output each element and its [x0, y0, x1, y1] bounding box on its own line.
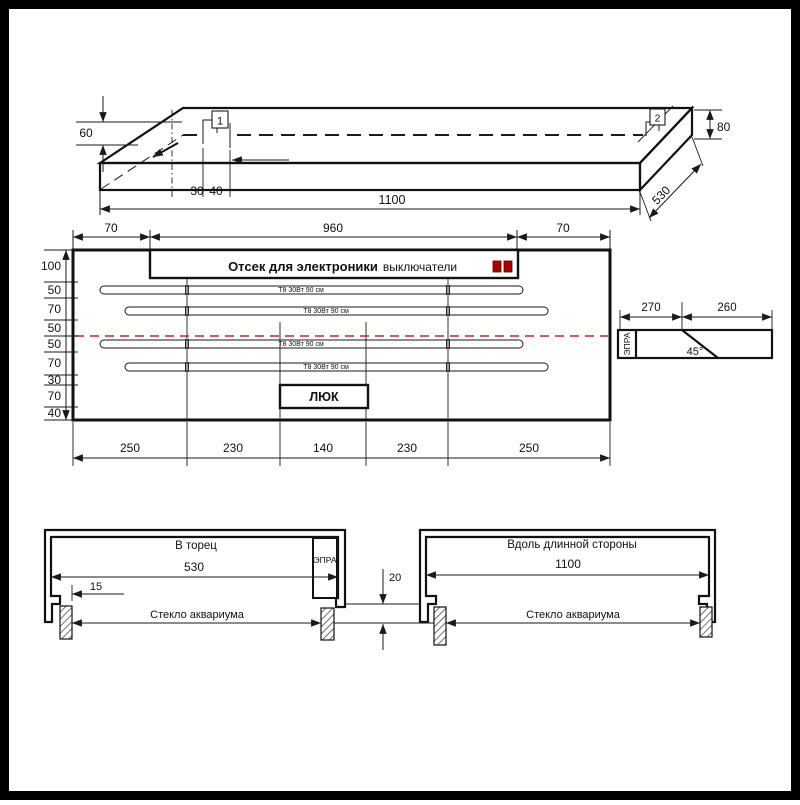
dim-270-label: 270 [641, 302, 661, 314]
switch-icon [504, 261, 512, 272]
dim-15-label: 15 [89, 581, 103, 593]
dim-40-label: 40 [209, 184, 223, 198]
dim-250-1: 250 [119, 441, 141, 455]
row-dim: 70 [47, 356, 61, 370]
row-dim: 70 [47, 302, 61, 316]
dim-230-1: 230 [222, 441, 244, 455]
compartment-label: Отсек для электроники [228, 259, 378, 274]
dim-140: 140 [312, 441, 334, 455]
dim-1100-label: 1100 [555, 557, 581, 571]
section-title: Вдоль длинной стороны [507, 539, 637, 551]
hatch-label: ЛЮК [309, 390, 339, 404]
dim-1100-label: 1100 [378, 193, 406, 207]
ballast-label: ЭПРА [622, 332, 632, 356]
dim-60-label: 60 [79, 126, 93, 140]
glass-label: Стекло аквариума [526, 609, 620, 621]
glass-pane [700, 607, 712, 637]
dim-20-label: 20 [389, 572, 402, 584]
glass-pane [321, 608, 334, 640]
lamp-label: Т8 30Вт 90 см [278, 341, 324, 348]
dim-30-label: 30 [190, 184, 204, 198]
row-dim: 50 [47, 321, 61, 335]
row-dim: 30 [47, 373, 61, 387]
lamp-label: Т8 30Вт 90 см [303, 364, 349, 371]
row-dim: 50 [47, 283, 61, 297]
dim-530-label: 530 [183, 560, 205, 574]
angle-label: 45° [686, 346, 704, 358]
dim-80-label: 80 [717, 120, 731, 134]
callout-1-label: 1 [216, 115, 224, 128]
dim-230-2: 230 [396, 441, 418, 455]
dim-70-right: 70 [556, 221, 570, 235]
row-dim: 50 [47, 337, 61, 351]
ballast-box [313, 538, 337, 598]
section-title: В торец [175, 540, 217, 552]
callout-2-label: 2 [654, 112, 661, 125]
dim-960: 960 [322, 221, 344, 235]
row-dim: 40 [47, 406, 61, 420]
switches-label: выключатели [382, 260, 458, 274]
dim-70-left: 70 [104, 221, 118, 235]
dim-250-2: 250 [518, 441, 540, 455]
switch-icon [493, 261, 501, 272]
glass-pane [60, 606, 72, 639]
lamp-label: Т8 30Вт 90 см [278, 287, 324, 294]
lamp-label: Т8 30Вт 90 см [303, 308, 349, 315]
glass-label: Стекло аквариума [150, 609, 244, 621]
ballast-label: ЭПРА [313, 555, 337, 565]
glass-pane [434, 607, 446, 645]
row-dim: 100 [40, 259, 61, 273]
dim-260-label: 260 [717, 302, 737, 314]
row-dim: 70 [47, 389, 61, 403]
dim-530-label: 530 [649, 183, 674, 208]
